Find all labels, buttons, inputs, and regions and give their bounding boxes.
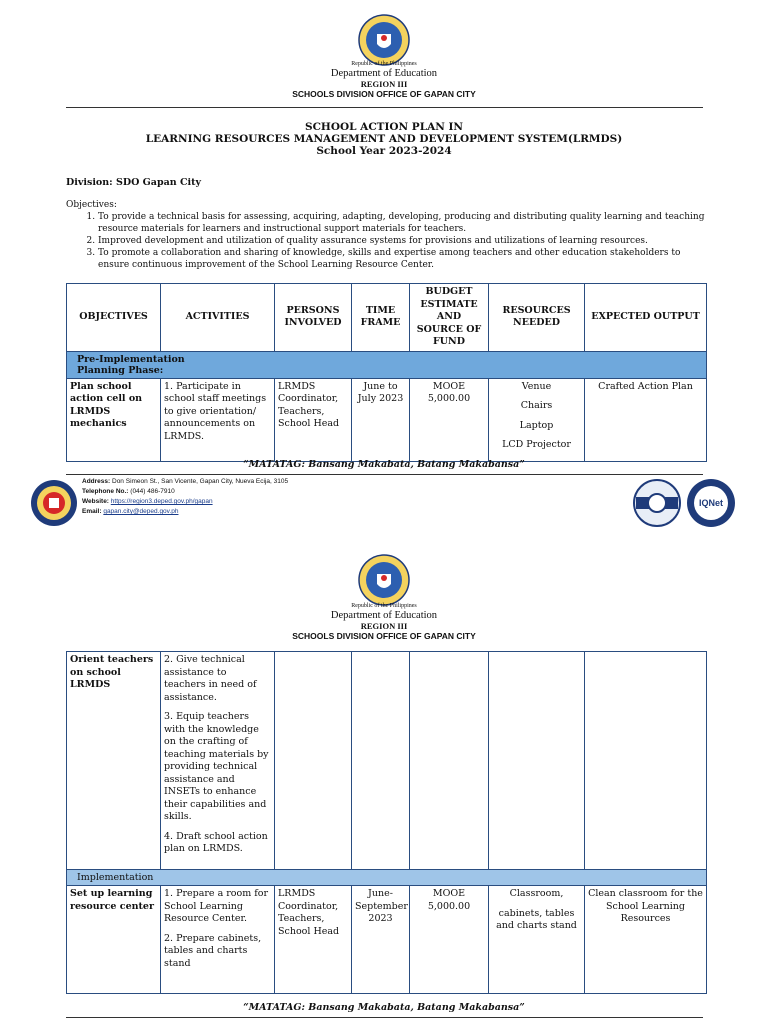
division-label: Division: SDO Gapan City: [66, 177, 202, 188]
website-link[interactable]: https://region3.deped.gov.ph/gapan: [110, 498, 213, 505]
time-cell: June-September 2023: [352, 886, 410, 994]
republic-text: Republic of the Philippines: [351, 603, 417, 609]
address-text: Don Simeon St., San Vicente, Gapan City, Nueva Ecija, 3105: [112, 478, 289, 485]
activity-item: 3. Equip teachers with the knowledge on the crafting of teaching materials by providing technical assistance and INSETs to enhance their capabilities and skills.: [164, 711, 269, 822]
title-line-3: School Year 2023-2024: [316, 145, 452, 157]
objectives-heading: Objectives:: [66, 200, 117, 210]
budget-cell: MOOE 5,000.00: [410, 378, 489, 461]
footer-contact: [82, 477, 288, 517]
activity-cell: 1. Participate in school staff meetings to give orientation/ announcements on LRMDS.: [161, 378, 275, 461]
budget-cell: [410, 652, 489, 870]
objective-cell: Orient teachers on school LRMDS: [67, 652, 161, 870]
resources-cell: [489, 378, 585, 461]
table-row: [67, 652, 707, 870]
persons-cell: LRMDS Coordinator, Teachers, School Head: [275, 378, 352, 461]
output-cell: [585, 652, 707, 870]
motto: “MATATAG: Bansang Makabata, Batang Makabansa”: [243, 459, 525, 470]
title-line-1: SCHOOL ACTION PLAN IN: [304, 121, 463, 133]
output-cell: Crafted Action Plan: [585, 378, 707, 461]
motto: “MATATAG: Bansang Makabata, Batang Makabansa”: [243, 1002, 525, 1013]
header-cell: BUDGET ESTIMATE AND SOURCE OF FUND: [410, 284, 489, 352]
resource-item: Chairs: [520, 400, 553, 411]
header-cell: PERSONS INVOLVED: [275, 284, 352, 352]
division-office-text: SCHOOLS DIVISION OFFICE OF GAPAN CITY: [292, 631, 476, 641]
phase-row: [67, 870, 707, 886]
header-cell: RESOURCES NEEDED: [489, 284, 585, 352]
table-row: [67, 378, 707, 461]
activity-item: 4. Draft school action plan on LRMDS.: [164, 830, 268, 854]
resources-cell: [489, 886, 585, 994]
header-cell: OBJECTIVES: [67, 284, 161, 352]
activity-item: 1. Prepare a room for School Learning Resource Center.: [164, 888, 269, 924]
title-line-2: LEARNING RESOURCES MANAGEMENT AND DEVELOPMENT SYSTEM(LRMDS): [145, 133, 623, 145]
footer-divider: [66, 1017, 703, 1018]
action-plan-table-continued: [66, 651, 707, 994]
document-title: [0, 121, 768, 157]
activity-item: 2. Prepare cabinets, tables and charts stand: [164, 932, 262, 969]
persons-cell: [275, 652, 352, 870]
header-cell: TIME FRAME: [352, 284, 410, 352]
activity-cell: [161, 886, 275, 994]
activity-item: 2. Give technical assistance to teachers in need of assistance.: [164, 654, 257, 703]
republic-text: Republic of the Philippines: [351, 61, 417, 67]
region-text: REGION III: [360, 621, 408, 631]
sdo-gapan-logo-icon: [30, 479, 78, 527]
phase-row: [67, 351, 707, 378]
time-cell: [352, 652, 410, 870]
header-cell: ACTIVITIES: [161, 284, 275, 352]
resource-item: Classroom,: [509, 888, 564, 899]
division-office-text: SCHOOLS DIVISION OFFICE OF GAPAN CITY: [292, 89, 476, 99]
email-label: Email:: [82, 508, 102, 515]
phase-label: Implementation: [67, 870, 707, 886]
department-text: Department of Education: [330, 68, 438, 79]
page-2: [0, 545, 768, 1024]
objectives-section: [66, 199, 706, 271]
resource-item: LCD Projector: [502, 439, 571, 450]
resources-cell: [489, 652, 585, 870]
telephone-label: Telephone No.:: [82, 488, 129, 495]
action-plan-table: [66, 283, 707, 462]
letterhead: [0, 61, 768, 99]
website-label: Website:: [82, 498, 109, 505]
region-text: REGION III: [360, 79, 408, 89]
output-cell: Clean classroom for the School Learning Resources: [585, 886, 707, 994]
resource-item: cabinets, tables and charts stand: [496, 907, 577, 931]
phase-label: Pre-Implementation Planning Phase:: [67, 351, 707, 378]
deped-seal-icon: [358, 554, 410, 606]
objective-item: 3. To promote a collaboration and sharing of knowledge, skills and expertise among teachers and other education stakeholders to ensure continuous improvement of the School Learning Resource Center.: [98, 247, 706, 271]
footer-divider: [66, 474, 703, 475]
department-text: Department of Education: [330, 610, 438, 621]
address-label: Address:: [82, 478, 111, 485]
objective-cell: Plan school action cell on LRMDS mechanics: [67, 378, 161, 461]
resource-item: Venue: [521, 380, 552, 392]
iso-certification-icon: [630, 478, 684, 528]
persons-cell: LRMDS Coordinator, Teachers, School Head: [275, 886, 352, 994]
telephone-text: (044) 486-7910: [130, 488, 175, 495]
header-divider: [66, 107, 703, 108]
time-cell: June to July 2023: [352, 378, 410, 461]
email-link[interactable]: gapan.city@deped.gov.ph: [103, 508, 179, 515]
table-header-row: [67, 284, 707, 352]
resource-item: Laptop: [519, 419, 554, 431]
objective-item: 2. Improved development and utilization of quality assurance systems for provisions and utilizations of learning resources.: [98, 235, 706, 247]
objective-cell: Set up learning resource center: [67, 886, 161, 994]
deped-seal-icon: [358, 14, 410, 66]
activity-cell: [161, 652, 275, 870]
objective-item: 1. To provide a technical basis for assessing, acquiring, adapting, developing, producing and distributing quality learning and teaching resource materials for learners and instructional support materials for teachers.: [98, 211, 706, 235]
table-row: [67, 886, 707, 994]
iqnet-text: IQNet: [698, 498, 724, 508]
iqnet-certification-icon: [686, 478, 736, 528]
letterhead: [0, 603, 768, 641]
budget-cell: MOOE 5,000.00: [410, 886, 489, 994]
header-cell: EXPECTED OUTPUT: [585, 284, 707, 352]
